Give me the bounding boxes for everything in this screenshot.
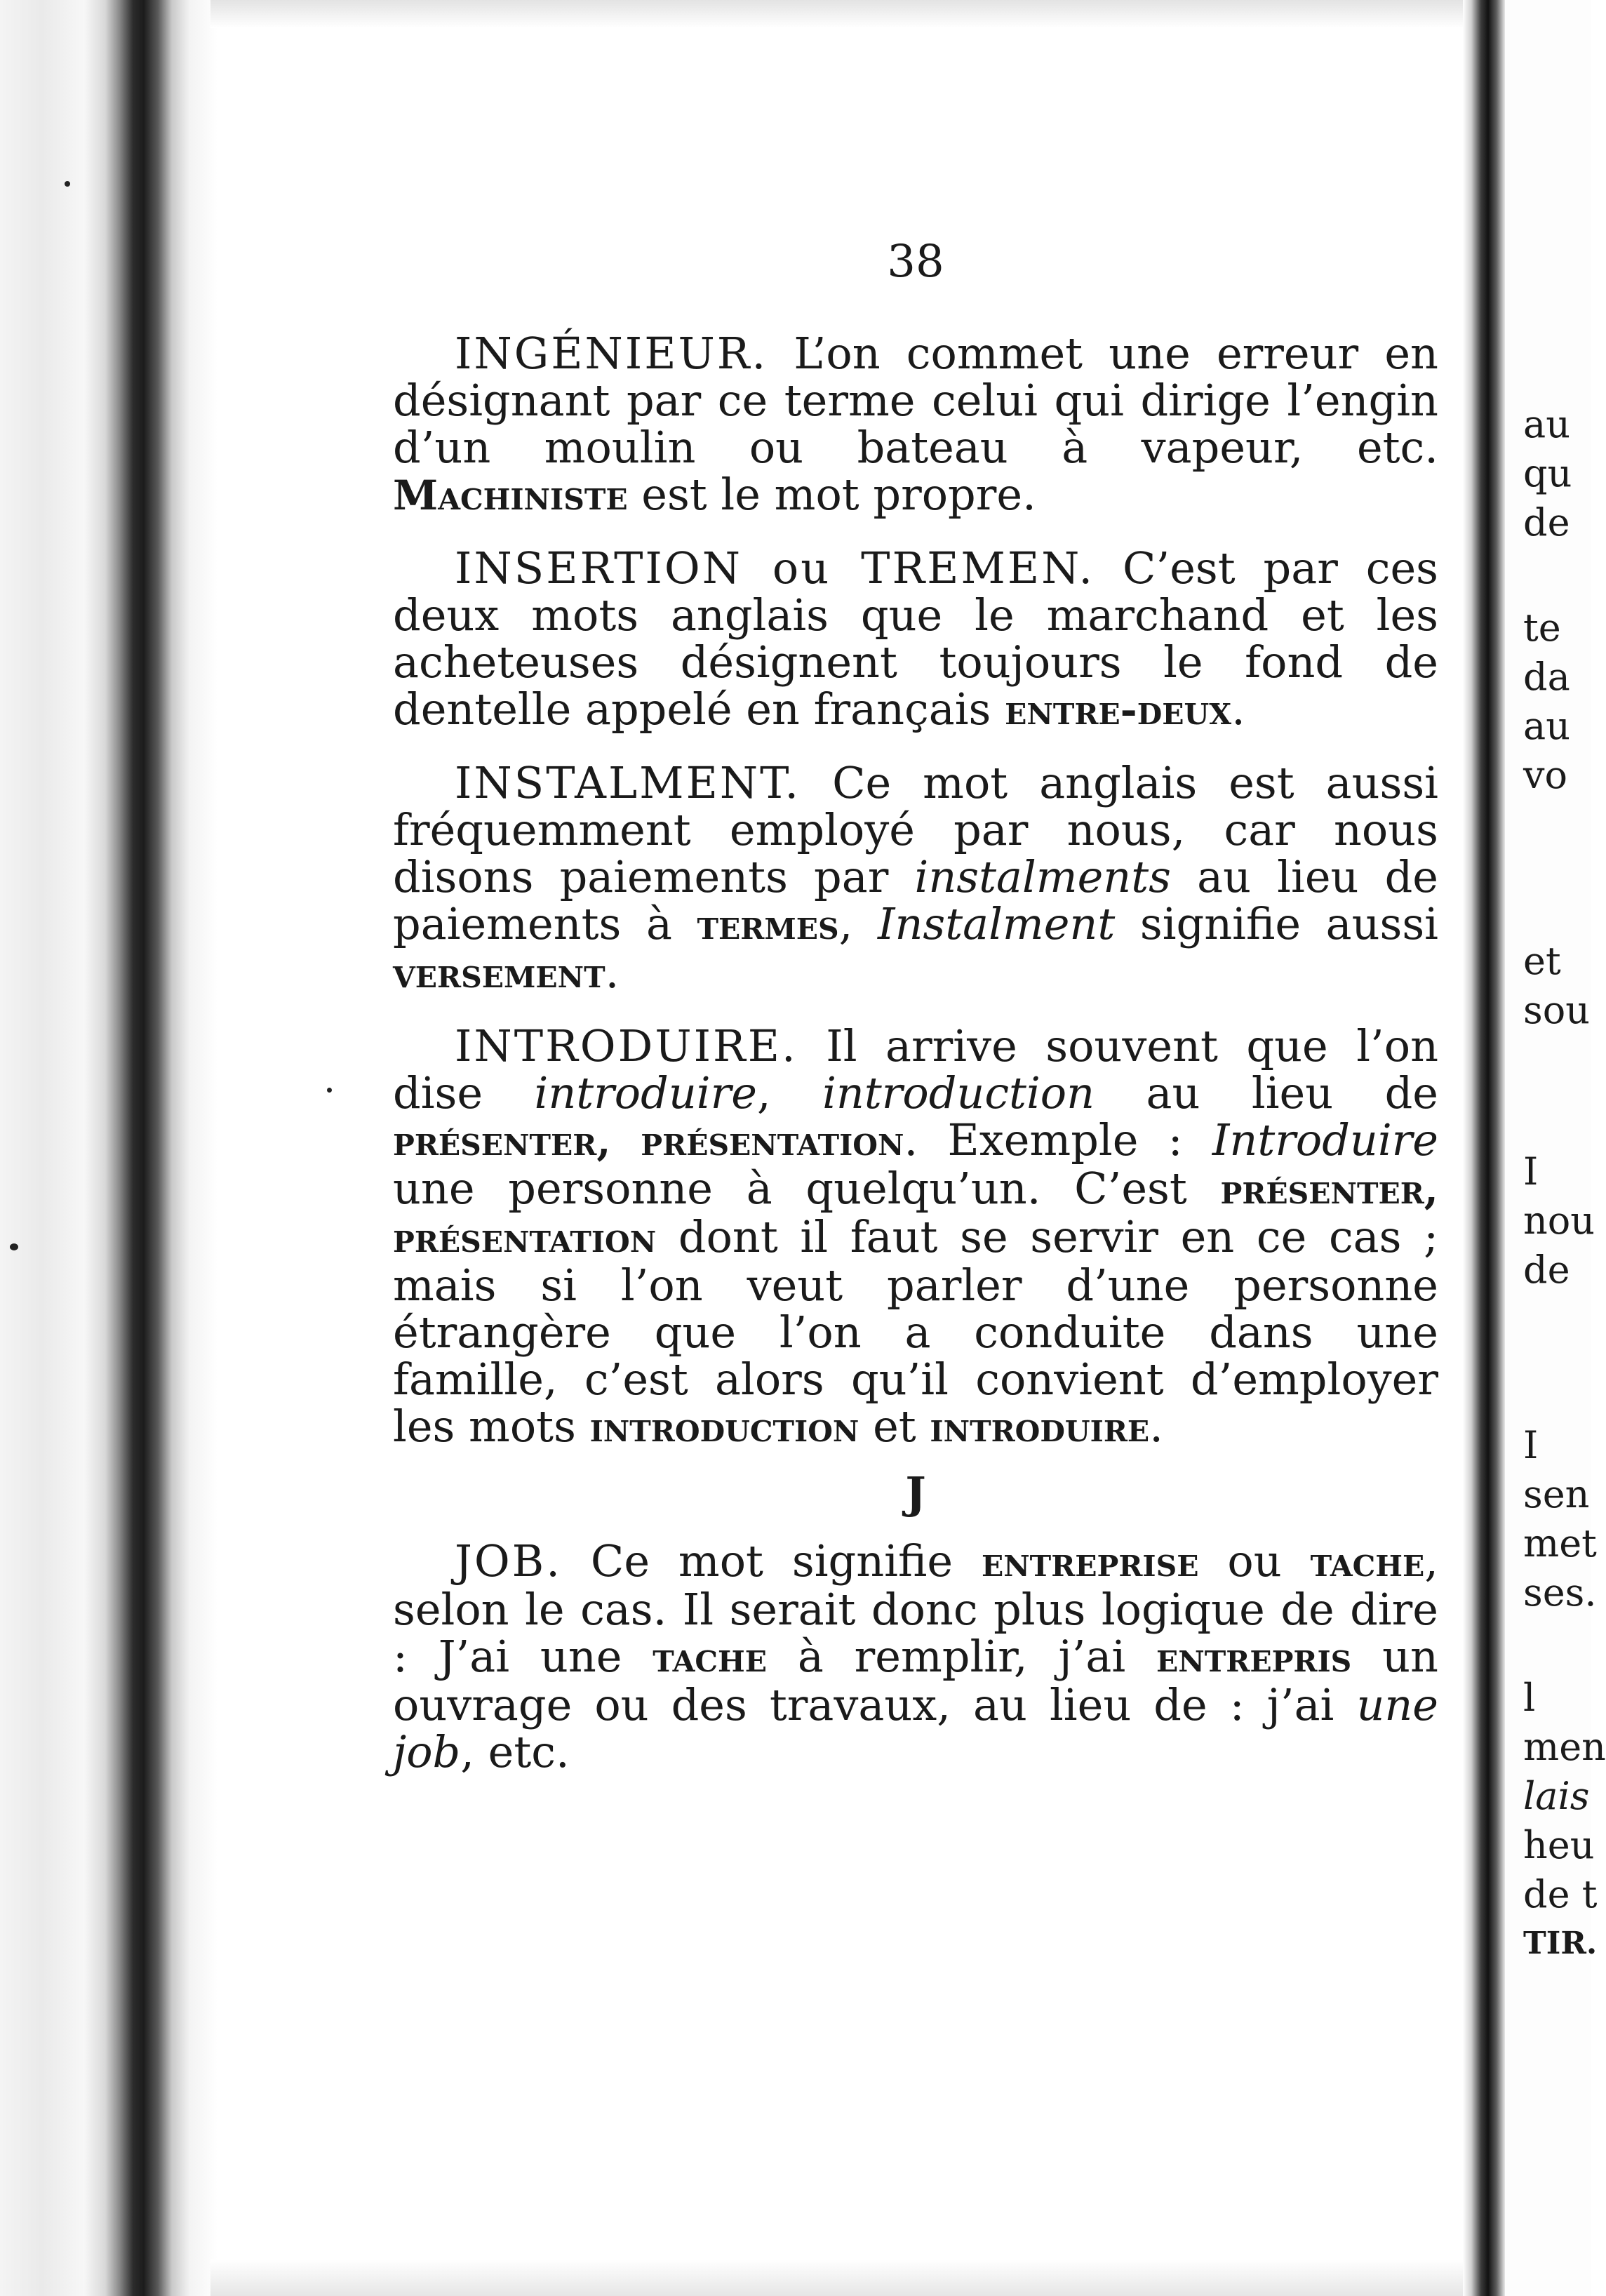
entry-example: Introduire — [1212, 1114, 1438, 1166]
facing-page-text: et — [1523, 939, 1561, 983]
entry-text: Il arrive souvent que l’on dise — [393, 1020, 1438, 1119]
entry-instalment — [393, 759, 1438, 997]
facing-page-text: sou — [1523, 988, 1591, 1032]
facing-page-text: de t — [1523, 1872, 1598, 1916]
facing-page-text: da — [1523, 655, 1570, 699]
entry-text: , etc. — [460, 1726, 570, 1777]
entry-term: présenter, présentation — [393, 1166, 1438, 1262]
facing-page-text: sen — [1523, 1472, 1590, 1516]
entry-text: C’est par ces deux mots anglais que le marchand et les acheteuses désignent toujours le fond de dentelle appelé en français — [393, 542, 1438, 735]
facing-page-fragment — [1505, 0, 1606, 2296]
facing-page-text: I — [1523, 1149, 1539, 1194]
scan-speck — [327, 1088, 332, 1093]
facing-page-text: met — [1523, 1521, 1597, 1566]
section-letter: J — [905, 1467, 926, 1519]
entry-headword: INSERTION ou TREMEN. — [455, 542, 1095, 594]
book-gutter — [1463, 0, 1505, 2296]
entry-example: une job — [393, 1679, 1438, 1777]
facing-page-text: lais — [1523, 1774, 1590, 1818]
entry-job — [393, 1537, 1438, 1775]
facing-page-text: men — [1523, 1725, 1606, 1769]
entry-term: versement — [393, 949, 605, 997]
facing-page-text: I — [1523, 1423, 1539, 1467]
page-bottom-edge — [210, 2260, 1494, 2296]
entry-ingenieur — [393, 330, 1438, 519]
scan-speck — [10, 1243, 18, 1250]
facing-page-text: vo — [1523, 753, 1568, 797]
page-number: 38 — [887, 236, 944, 288]
entry-headword: INSTALMENT. — [455, 757, 801, 808]
entry-example: Instalment — [877, 898, 1116, 949]
entry-text: Ce mot anglais est aussi fréquemment employé par nous, car nous disons paiements par — [393, 757, 1438, 902]
entry-example: introduire — [534, 1067, 757, 1119]
facing-page-text: l — [1523, 1676, 1536, 1720]
entry-term: tache — [1310, 1538, 1425, 1586]
entry-text: . Exemple : — [904, 1114, 1212, 1166]
facing-page-text: au — [1523, 402, 1570, 446]
entry-term: Machiniste — [393, 472, 628, 519]
entry-text: dont il faut se servir en ce cas ; mais si l’on veut parler d’une personne étrangère que l’on a conduite dans une famille, c’est alors qu’il convient d’employer les mots — [393, 1211, 1438, 1452]
entry-text: L’on commet une erreur en désignant par ce terme celui qui dirige l’engin d’un moulin ou bateau à vapeur, etc. — [393, 328, 1438, 473]
entry-term: introduction — [589, 1403, 859, 1451]
entry-term: entre-deux — [1005, 686, 1232, 734]
facing-page-text: qu — [1523, 451, 1572, 495]
entry-example: introduction — [822, 1067, 1095, 1119]
entry-text: à remplir, j’ai — [767, 1631, 1157, 1682]
entry-term: tache — [653, 1634, 767, 1681]
page-top-edge — [210, 0, 1494, 28]
entry-text: au lieu de paiements à — [393, 851, 1438, 949]
entry-term: présenter, présentation — [393, 1117, 904, 1165]
entry-text: signifie aussi — [1115, 898, 1439, 949]
entry-text: une personne à quelqu’un. C’est — [393, 1163, 1221, 1214]
book-left-edge — [0, 0, 218, 2296]
entry-term: termes — [697, 901, 839, 949]
entry-introduire — [393, 1022, 1438, 1451]
entry-headword: INGÉNIEUR. — [455, 328, 768, 379]
entry-text: au lieu de — [1095, 1067, 1438, 1119]
entry-headword: JOB. — [455, 1535, 562, 1587]
entry-text: ou — [1198, 1535, 1311, 1587]
facing-page-text: de — [1523, 1248, 1570, 1292]
entry-headword: INTRODUIRE. — [455, 1020, 798, 1072]
entry-text: , — [838, 898, 878, 949]
entry-text: et — [859, 1401, 930, 1452]
entry-text: . — [1231, 683, 1245, 735]
entry-term: entreprise — [981, 1538, 1199, 1586]
facing-page-text: TIR. — [1523, 1925, 1598, 1961]
dictionary-entries — [393, 330, 1438, 1801]
entry-text: , selon le cas. Il serait donc plus logique de dire : J’ai une — [393, 1535, 1438, 1682]
entry-text: Ce mot signifie — [561, 1535, 982, 1587]
facing-page-text: de — [1523, 500, 1570, 545]
facing-page-text: te — [1523, 606, 1561, 650]
entry-text: un ouvrage ou des travaux, au lieu de : j’ai — [393, 1631, 1438, 1730]
entry-text: . — [605, 947, 620, 998]
scan-speck — [65, 181, 70, 187]
entry-example: instalments — [914, 851, 1171, 902]
facing-page-text: ses. — [1523, 1570, 1597, 1615]
entry-term: introduire — [930, 1403, 1150, 1451]
facing-page-text: nou — [1523, 1199, 1595, 1243]
facing-page-text: heu — [1523, 1823, 1595, 1867]
entry-text: , — [756, 1067, 823, 1119]
facing-page-text: au — [1523, 704, 1570, 748]
entry-term: entrepris — [1156, 1634, 1352, 1681]
entry-insertion — [393, 542, 1438, 735]
entry-text: est le mot propre. — [627, 469, 1036, 520]
entry-text: . — [1149, 1401, 1163, 1452]
